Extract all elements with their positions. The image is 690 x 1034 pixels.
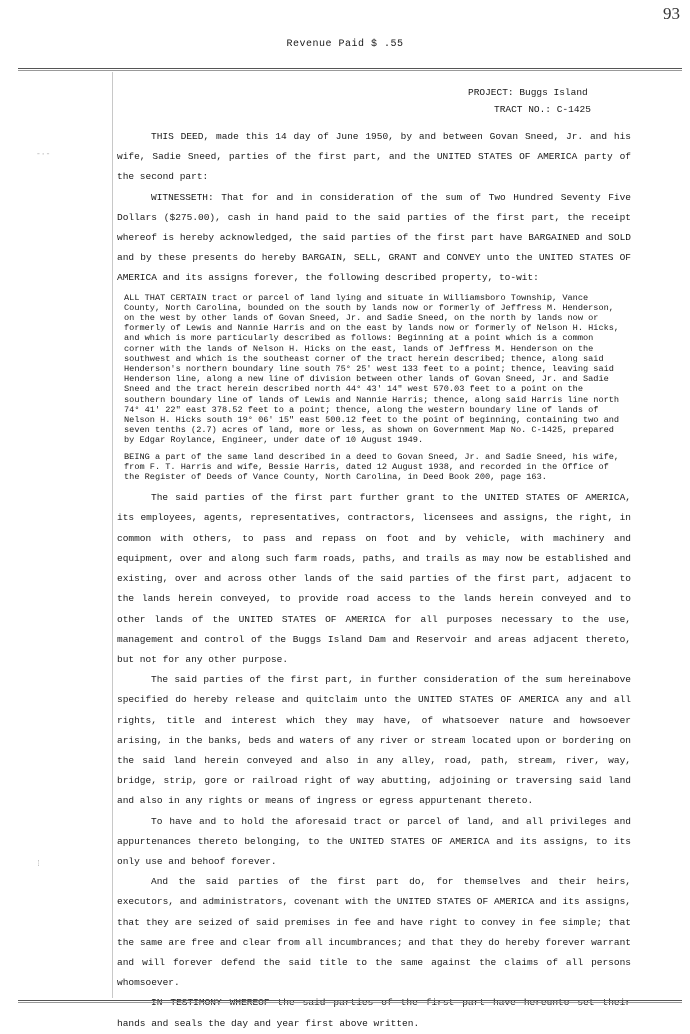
covenant-paragraph: And the said parties of the first part do, for themselves and their heirs, executors, and administrators, covenant with the UNITED STATES OF AMERICA and its assigns, that they are seized of said premises in fee and have right to convey in fee simple; that the same are free and clear from all incumbrances; and that they do hereby forever warrant and will forever defend the said title to the same against the claims of all persons whomsoever. <box>117 876 631 989</box>
left-margin-line <box>112 72 113 998</box>
witnesseth-paragraph: WITNESSETH: That for and in consideration of the sum of Two Hundred Seventy Five Dollars ($275.00), cash in hand paid to the said parties of the first part, the receipt whereof is hereby acknowledged, the said parties of the first part have BARGAINED and SOLD and by these presents do hereby BARGAIN, SELL, GRANT and CONVEY unto the UNITED STATES OF AMERICA and its assigns forever, the following described property, to-wit: <box>117 191 631 284</box>
deed-body <box>117 127 631 1034</box>
access-grant-paragraph: The said parties of the first part further grant to the UNITED STATES OF AMERICA, its employees, agents, representatives, contractors, licensees and assigns, the right, in common with others, to pass and repass on foot and by vehicle, with machinery and equipment, over and along such farm roads, paths, and trails as may now be established and existing, over and across other lands of the said parties of the first part, adjacent to the lands herein conveyed, to provide road access to the lands herein conveyed and to other lands of the UNITED STATES OF AMERICA for all purposes necessary to the use, management and control of the Buggs Island Dam and Reservoir and areas adjacent thereto, but not for any other purpose. <box>117 492 631 665</box>
testimony-paragraph: hands and seals the day and year first above written. <box>117 1017 420 1029</box>
top-rule <box>18 68 682 69</box>
tract-label: TRACT NO.: <box>494 104 552 115</box>
tract-value: C-1425 <box>556 104 591 115</box>
project-label: PROJECT: <box>468 87 514 98</box>
bottom-rule <box>18 1000 682 1001</box>
project-row <box>468 84 591 101</box>
tract-row <box>494 101 591 118</box>
project-block <box>468 84 591 118</box>
top-rule-secondary <box>18 70 682 71</box>
deed-preamble: THIS DEED, made this 14 day of June 1950, by and between Govan Sneed, Jr. and his wife, Sadie Sneed, parties of the first part, and the UNITED STATES OF AMERICA party of the second part: <box>117 131 631 183</box>
legal-description <box>124 293 624 483</box>
legal-description-tract: ALL THAT CERTAIN tract or parcel of land lying and situate in Williamsboro Township, Vance County, North Carolina, bounded on the south by lands now or formerly of Jeffress M. Henderson, on the west by other lands of Govan Sneed, Jr. and Sadie Sneed, on the north by lands now or formerly of Lewis and Nannie Harris and on the east by lands now or formerly of Nelson H. Hicks, and which is more particularly described as follows: Beginning at a point which is a common corner with the lands of Nelson H. Hicks on the east, lands of Jeffress M. Henderson on the southwest and which is the southeast corner of the tract herein described; thence, along said Henderson's northern boundary line south 75° 25' west 133 feet to a point; thence, leaving said Henderson line, along a new line of division between other lands of Govan Sneed, Jr. and Sadie Sneed and the tract herein described north 44° 43' 14" west 570.03 feet to a point on the southern boundary line of lands of Lewis and Nannie Harris; thence, along said Harris line north 74° 41' 22" east 378.52 feet to a point; thence, along the western boundary line of lands of Nelson H. Hicks south 19° 06' 15" east 500.12 feet to the point of beginning, containing two and seven tenths (2.7) acres of land, more or less, as shown on Government Map No. C-1425, prepared by Edgar Roylance, Engineer, under date of 10 August 1949. <box>124 292 620 446</box>
margin-scribble: ⁞ <box>36 860 41 869</box>
bottom-rule-secondary <box>18 1002 682 1003</box>
margin-scribble: ‐·‐ <box>36 150 51 159</box>
project-value: Buggs Island <box>519 87 588 98</box>
quitclaim-paragraph: The said parties of the first part, in further consideration of the sum hereinabove specified do hereby release and quitclaim unto the UNITED STATES OF AMERICA any and all rights, title and interest which they may have, of whatsoever nature and howsoever arising, in the banks, beds and waters of any river or stream located upon or bordering on the said land herein conveyed and also in any alley, road, path, stream, river, way, bridge, strip, gore or railroad right of way abutting, adjoining or traversing said land and also in any rights or means of ingress or egress appurtenant thereto. <box>117 674 631 807</box>
habendum-paragraph: To have and to hold the aforesaid tract or parcel of land, and all privileges and appurtenances thereto belonging, to the UNITED STATES OF AMERICA and its assigns, to its only use and behoof forever. <box>117 815 631 867</box>
revenue-stamp-line: Revenue Paid $ .55 <box>286 39 404 50</box>
page-number: 93 <box>663 4 680 23</box>
legal-description-source: BEING a part of the same land described in a deed to Govan Sneed, Jr. and Sadie Sneed, his wife, from F. T. Harris and wife, Bessie Harris, dated 12 August 1938, and recorded in the Office of the Register of Deeds of Vance County, North Carolina, in Deed Book 200, page 163. <box>124 451 620 483</box>
